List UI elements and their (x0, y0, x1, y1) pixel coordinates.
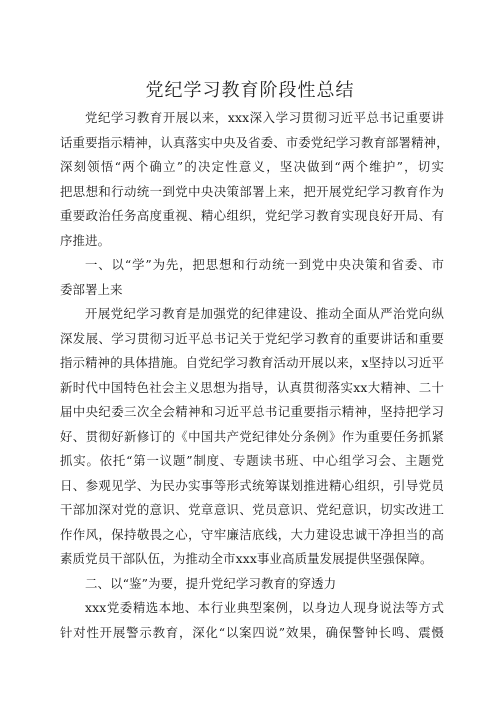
paragraph-line: 干部加深对党的意识、党章意识、党员意识、党纪意识，切实改进工 (60, 502, 444, 517)
section-heading-line: 一、以“学”为先，把思想和行动统一到党中央决策和省委、市 (85, 257, 444, 272)
paragraph-line: 重要政治任务高度重视、精心组织，党纪学习教育实现良好开局、有 (60, 208, 444, 223)
paragraph-line: 序推进。 (60, 232, 111, 248)
section-heading-line: 委部署上来 (60, 281, 123, 297)
paragraph-line: xxx党委精选本地、本行业典型案例，以身边人现身说法等方式 (85, 600, 444, 615)
document-body (60, 106, 449, 645)
paragraph-line: 届中央纪委三次全会精神和习近平总书记重要指示精神，坚持把学习 (60, 404, 444, 419)
paragraph-line: 素质党员干部队伍，为推动全市xxx事业高质量发展提供坚强保障。 (60, 551, 433, 566)
paragraph-line: 把思想和行动统一到党中央决策部署上来，把开展党纪学习教育作为 (60, 183, 444, 199)
paragraph-line: 党纪学习教育开展以来，xxx深入学习贯彻习近平总书记重要讲 (85, 110, 444, 125)
document-title: 党纪学习教育阶段性总结 (145, 80, 355, 101)
paragraph-line: 作作风，保持敬畏之心，守牢廉洁底线，大力建设忠诚干净担当的高 (60, 526, 444, 542)
paragraph-line: 开展党纪学习教育是加强党的纪律建设、推动全面从严治党向纵 (85, 306, 444, 321)
section-heading-line: 二、以“鉴”为要，提升党纪学习教育的穿透力 (85, 575, 337, 591)
paragraph-line: 好、贯彻好新修订的《中国共产党纪律处分条例》作为重要任务抓紧 (60, 428, 444, 444)
paragraph-line: 针对性开展警示教育，深化“以案四说”效果，确保警钟长鸣、震慑 (60, 624, 444, 640)
paragraph-line: 话重要指示精神，认真落实中央及省委、市委党纪学习教育部署精神， (60, 134, 449, 150)
paragraph-line: 深刻领悟“两个确立”的决定性意义，坚决做到“两个维护”，切实 (60, 159, 444, 174)
paragraph-line: 指示精神的具体措施。自党纪学习教育活动开展以来，x坚持以习近平 (60, 355, 444, 370)
paragraph-line: 深发展、学习贯彻习近平总书记关于党纪学习教育的重要讲话和重要 (60, 330, 444, 346)
paragraph-line: 新时代中国特色社会主义思想为指导，认真贯彻落实xx大精神、二十 (60, 379, 444, 395)
paragraph-line: 日、参观见学、为民办实事等形式统筹谋划推进精心组织，引导党员 (60, 477, 444, 493)
paragraph-line: 抓实。依托“第一议题”制度、专题读书班、中心组学习会、主题党 (60, 453, 444, 468)
